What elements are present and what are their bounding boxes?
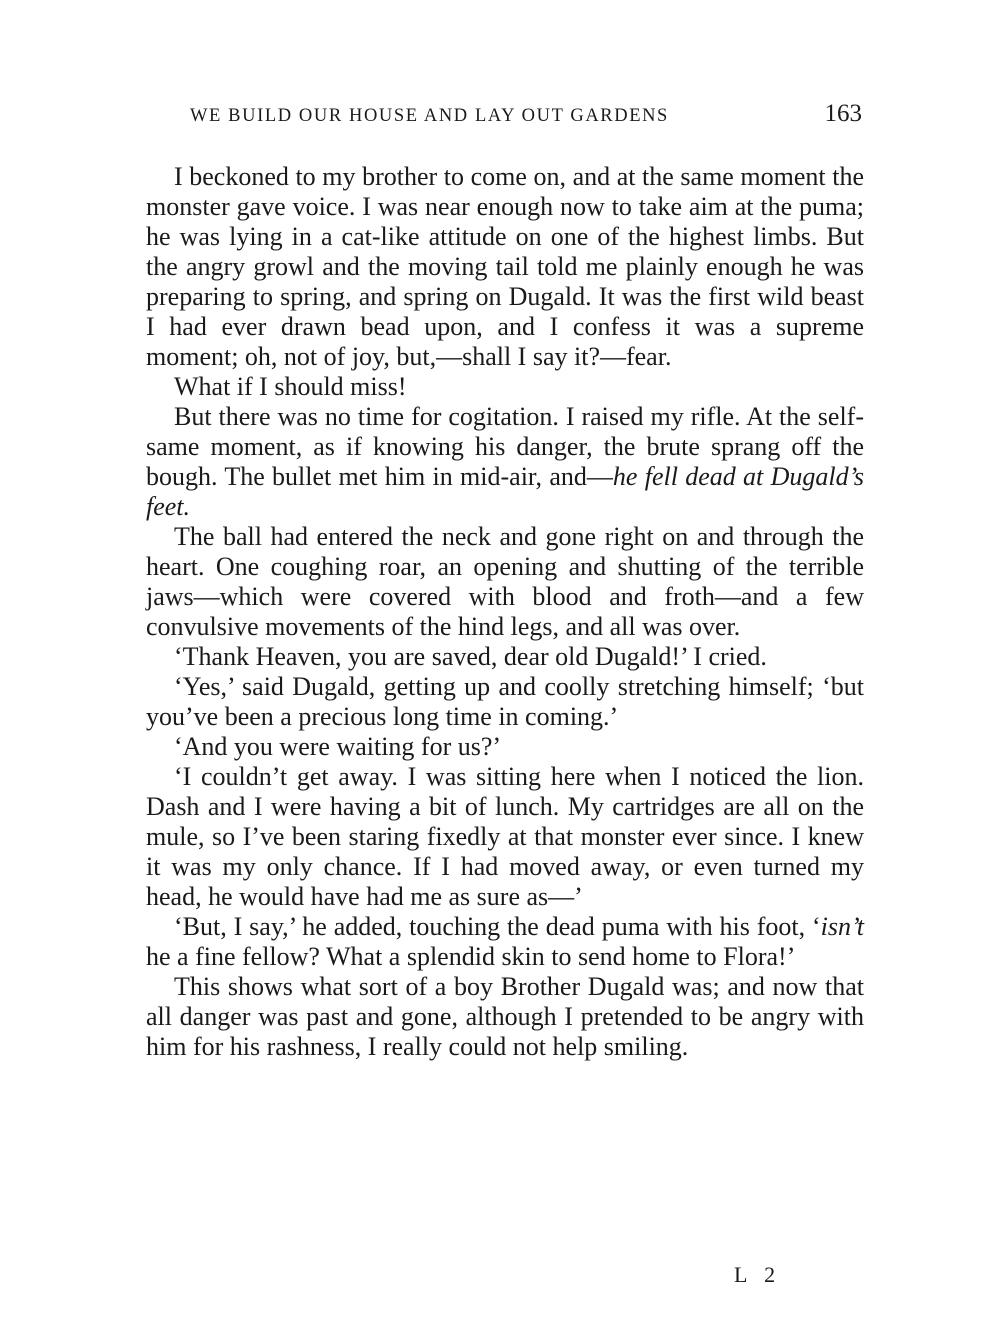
paragraph: ‘And you were waiting for us?’ [174,732,502,761]
page-header [190,100,862,132]
paragraph: ‘I couldn’t get away. I was sitting here when I noticed the lion. Dash and I were having a bit of lunch. My cartridges are all on the mule, so I’ve been staring fixedly at that monster ever since. I knew it was my only chance. If I had moved away, or even turned my head, he would have had me as sure as—’ [146,762,864,911]
page-number: 163 [824,100,862,127]
paragraph: ‘Thank Heaven, you are saved, dear old Dugald!’ I cried. [174,642,767,671]
paragraph: This shows what sort of a boy Brother Dugald was; and now that all danger was past and gone, although I pretended to be angry with him for his rashness, I really could not help smiling. [146,972,864,1061]
paragraph: ‘Yes,’ said Dugald, getting up and coolly stretching himself; ‘but you’ve been a precious long time in coming.’ [146,672,864,731]
paragraph: What if I should miss! [174,372,407,401]
italic-emphasis: isn’t [820,912,864,941]
running-title: WE BUILD OUR HOUSE AND LAY OUT GARDENS [190,106,669,126]
paragraph-text: ‘But, I say,’ he added, touching the dead puma with his foot, ‘ [174,912,821,941]
body-text [146,162,864,1062]
signature-mark: L 2 [734,1262,782,1287]
paragraph [146,402,864,522]
paragraph: The ball had entered the neck and gone right on and through the heart. One coughing roar, an opening and shutting of the terrible jaws—which were covered with blood and froth—and a few convulsive movements of the hind legs, and all was over. [146,522,864,641]
italic-emphasis: he fell dead at Dugald’s feet. [146,462,864,521]
paragraph-text: But there was no time for cogitation. I raised my rifle. At the self-same moment, as if knowing his danger, the brute sprang off the bough. The bullet met him in mid-air, and— [146,402,864,491]
paragraph-text: he a fine fellow? What a splendid skin to send home to Flora!’ [146,942,796,971]
paragraph [146,912,864,972]
paragraph: I beckoned to my brother to come on, and at the same moment the monster gave voice. I was near enough now to take aim at the puma; he was lying in a cat-like attitude on one of the highest limbs. But the angry growl and the moving tail told me plainly enough he was preparing to spring, and spring on Dugald. It was the first wild beast I had ever drawn bead upon, and I confess it was a supreme moment; oh, not of joy, but,—shall I say it?—fear. [146,162,864,371]
